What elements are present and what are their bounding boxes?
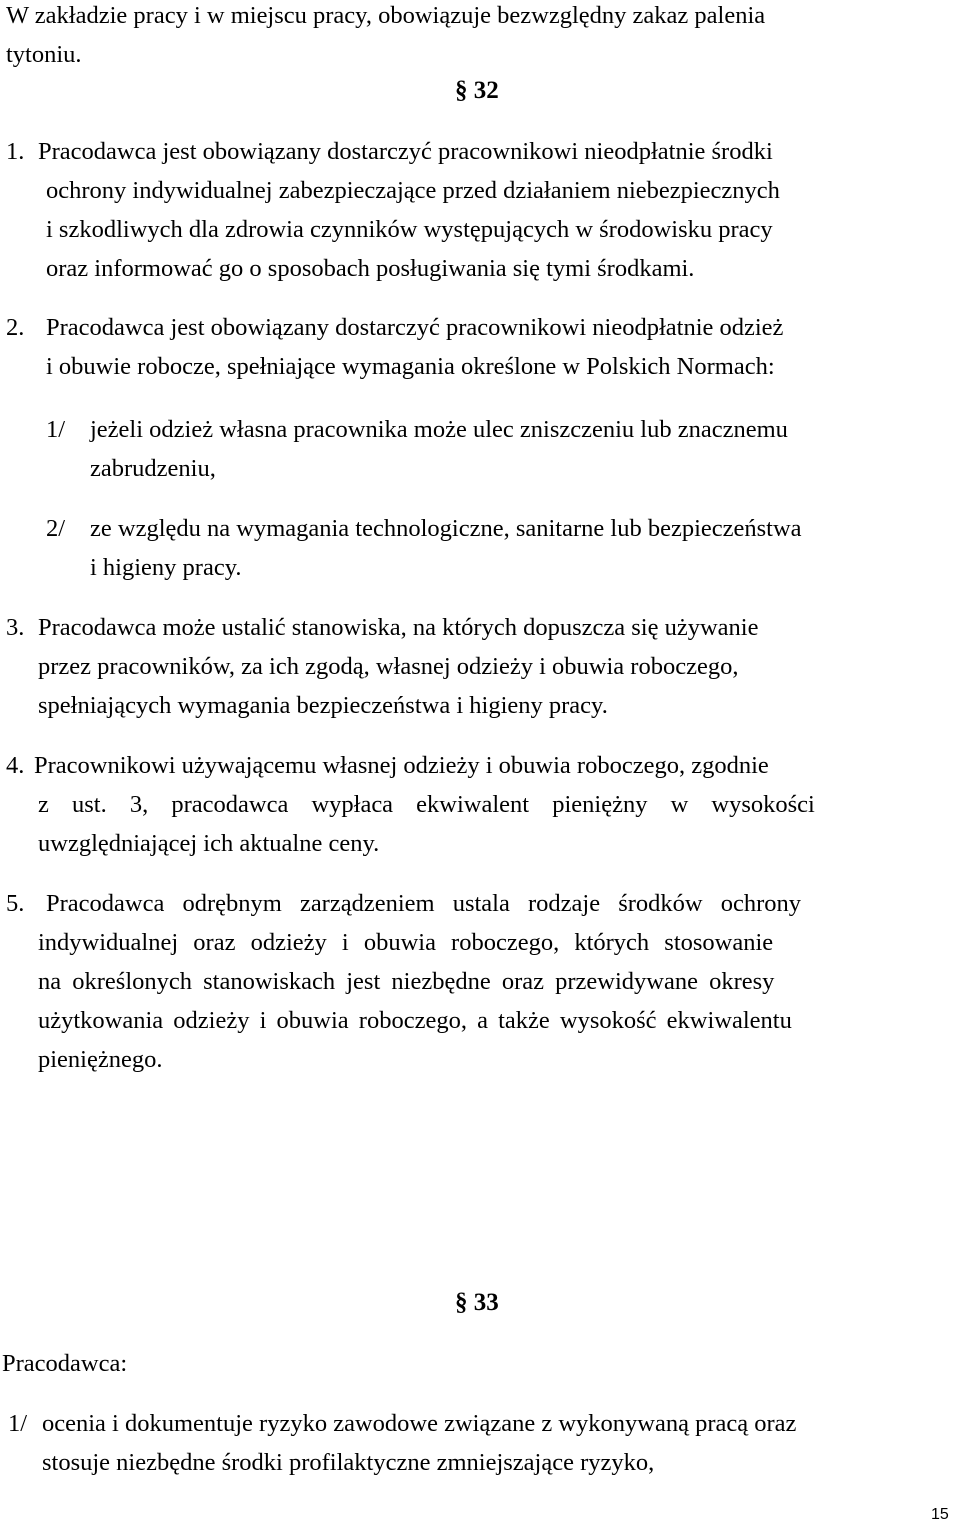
paragraph-number-4: 4.: [6, 752, 25, 779]
list-item-number-1: 1/: [46, 416, 66, 443]
paragraph-2-line-1: Pracodawca jest obowiązany dostarczyć pracownikowi nieodpłatnie odzież: [46, 314, 784, 341]
section-33-list-number-1: 1/: [8, 1410, 28, 1437]
list-item-2-line-2: i higieny pracy.: [90, 554, 242, 581]
smoking-ban-line-2: tytoniu.: [6, 41, 82, 68]
paragraph-number-3: 3.: [6, 614, 25, 641]
list-item-2-line-1: ze względu na wymagania technologiczne, sanitarne lub bezpieczeństwa: [90, 515, 802, 542]
paragraph-number-5: 5.: [6, 890, 25, 917]
section-33-intro: Pracodawca:: [2, 1350, 128, 1377]
paragraph-1-line-2: ochrony indywidualnej zabezpieczające przed działaniem niebezpiecznych: [46, 177, 780, 204]
paragraph-5-line-2: indywidualnej oraz odzieży i obuwia roboczego, których stosowanie: [38, 929, 774, 956]
paragraph-1-line-3: i szkodliwych dla zdrowia czynników występujących w środowisku pracy: [46, 216, 773, 243]
paragraph-4-line-3: uwzględniającej ich aktualne ceny.: [38, 830, 380, 857]
section-33-item-1-line-1: ocenia i dokumentuje ryzyko zawodowe związane z wykonywaną pracą oraz: [42, 1410, 797, 1437]
paragraph-1-line-4: oraz informować go o sposobach posługiwania się tymi środkami.: [46, 255, 695, 282]
paragraph-4-line-1: Pracownikowi używającemu własnej odzieży i obuwia roboczego, zgodnie: [34, 752, 769, 779]
paragraph-5-line-5: pieniężnego.: [38, 1046, 163, 1073]
paragraph-3-line-1: Pracodawca może ustalić stanowiska, na których dopuszcza się używanie: [38, 614, 759, 641]
paragraph-5-line-1: Pracodawca odrębnym zarządzeniem ustala rodzaje środków ochrony: [46, 890, 801, 917]
paragraph-3-line-2-text: przez pracowników, za ich zgodą, własnej odzieży i obuwia roboczego,: [38, 653, 739, 680]
list-item-1-line-2: zabrudzeniu,: [90, 455, 216, 482]
paragraph-2-line-2: i obuwie robocze, spełniające wymagania określone w Polskich Normach:: [46, 353, 775, 380]
paragraph-5-line-3: na określonych stanowiskach jest niezbędne oraz przewidywane okresy: [38, 968, 775, 995]
section-33-item-1-line-2: stosuje niezbędne środki profilaktyczne zmniejszające ryzyko,: [42, 1449, 655, 1476]
paragraph-3-line-2: [38, 655, 956, 680]
paragraph-5-line-4: użytkowania odzieży i obuwia roboczego, a także wysokość ekwiwalentu: [38, 1007, 792, 1034]
paragraph-number-2: 2.: [6, 314, 25, 341]
section-heading-32: § 32: [455, 77, 499, 104]
paragraph-4-line-2: z ust. 3, pracodawca wypłaca ekwiwalent pieniężny w wysokości: [38, 791, 815, 818]
paragraph-number-1: 1.: [6, 138, 25, 165]
list-item-number-2: 2/: [46, 515, 66, 542]
list-item-1-line-1: jeżeli odzież własna pracownika może ulec zniszczeniu lub znacznemu: [90, 416, 788, 443]
page-number: 15: [931, 1506, 949, 1523]
paragraph-3-line-3: spełniających wymagania bezpieczeństwa i higieny pracy.: [38, 692, 608, 719]
paragraph-1-line-1: Pracodawca jest obowiązany dostarczyć pracownikowi nieodpłatnie środki: [38, 138, 773, 165]
section-heading-33: § 33: [455, 1289, 499, 1316]
smoking-ban-line-1: W zakładzie pracy i w miejscu pracy, obowiązuje bezwzględny zakaz palenia: [6, 2, 766, 29]
